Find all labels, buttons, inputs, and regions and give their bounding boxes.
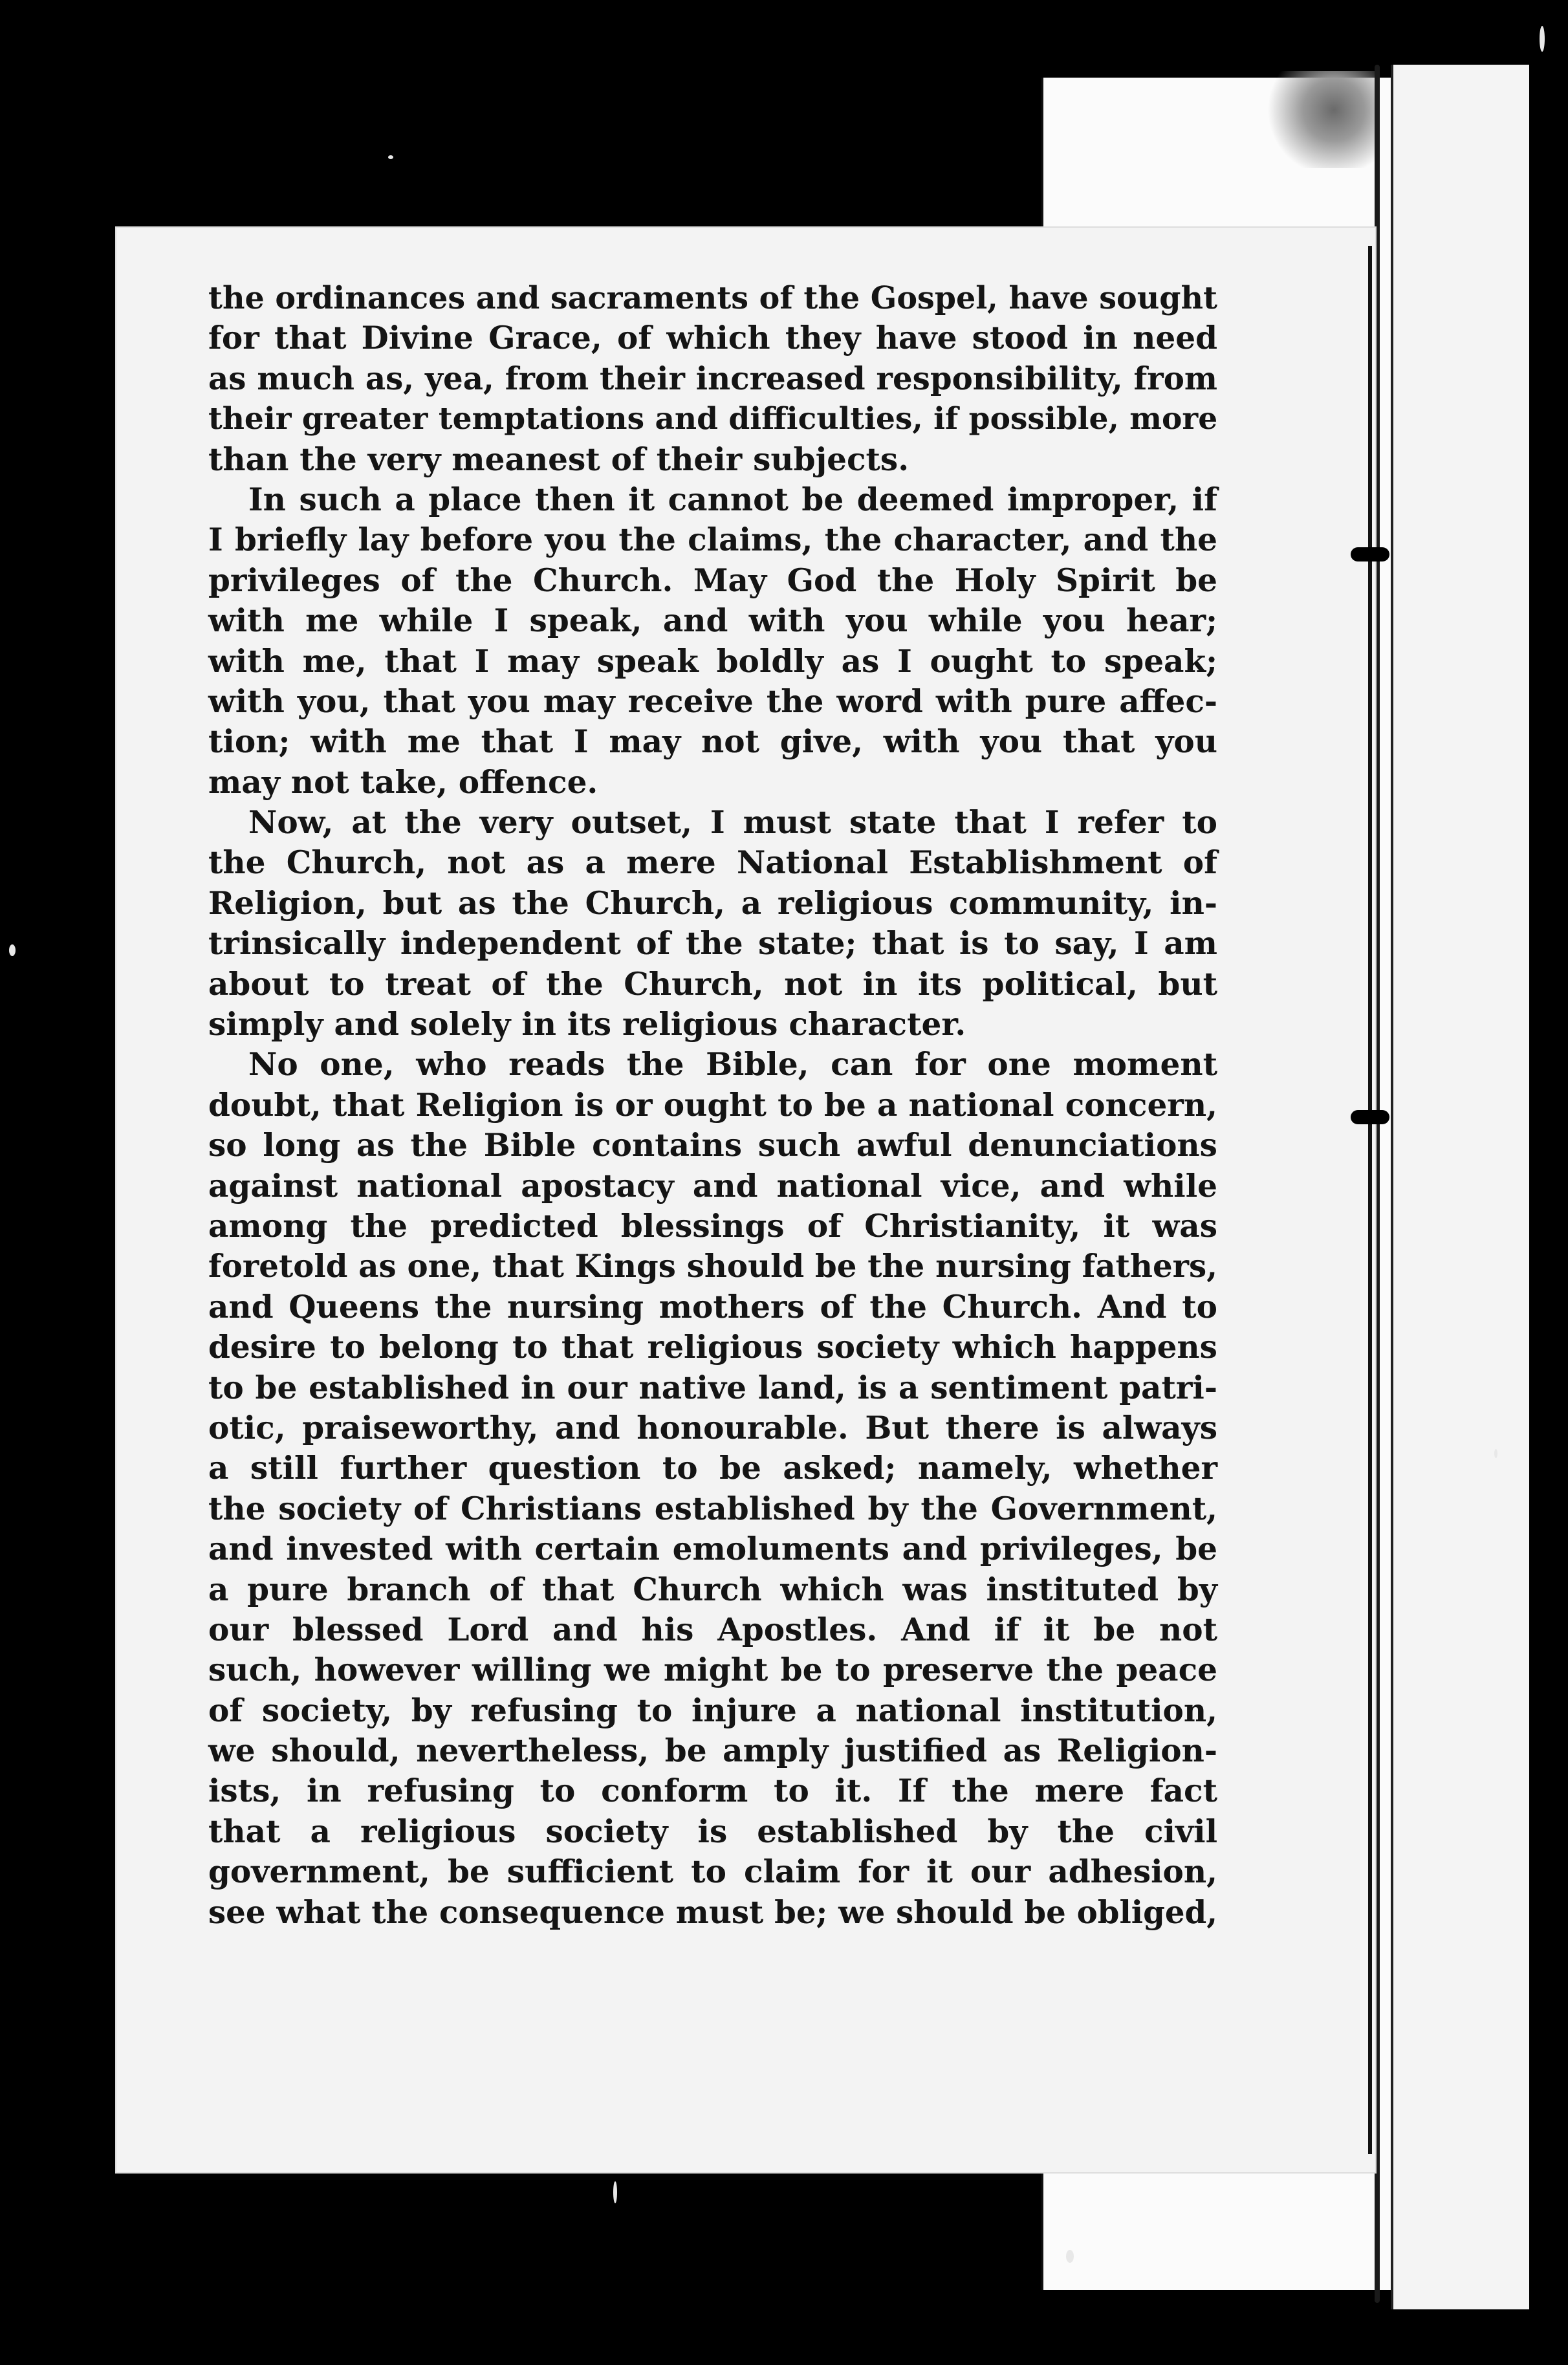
text-line: for that Divine Grace, of which they have stood in need [208, 320, 1217, 357]
dust-speck [613, 2181, 617, 2203]
paragraph [208, 1045, 1217, 1933]
text-line: than the very meanest of their subjects. [208, 441, 909, 478]
text-line: the Church, not as a mere National Establishment of [208, 844, 1217, 882]
text-line: ists, in refusing to conform to it. If the mere fact [208, 1772, 1217, 1810]
text-line: such, however willing we might be to preserve the peace [208, 1651, 1217, 1689]
text-line: tion; with me that I may not give, with you that you [208, 723, 1217, 761]
text-line: against national apostacy and national vice, and while [208, 1167, 1217, 1204]
dust-speck [388, 155, 393, 159]
binding-stitch-line [1368, 246, 1372, 2154]
text-line: about to treat of the Church, not in its political, but [208, 965, 1217, 1003]
text-line: trinsically independent of the state; that is to say, I am [208, 925, 1217, 963]
text-line: I briefly lay before you the claims, the character, and the [208, 521, 1217, 559]
dust-speck [1066, 2250, 1074, 2263]
paragraph [208, 480, 1217, 803]
paragraph [208, 278, 1217, 480]
body-text [208, 278, 1217, 1933]
text-line: government, be sufficient to claim for it our adhesion, [208, 1853, 1217, 1891]
text-line: a still further question to be asked; namely, whether [208, 1450, 1217, 1487]
dust-speck [1540, 26, 1545, 52]
text-line: desire to belong to that religious society which happens [208, 1329, 1217, 1366]
text-line: as much as, yea, from their increased responsibility, from [208, 360, 1217, 397]
text-line: the ordinances and sacraments of the Gospel, have sought [208, 280, 1217, 316]
paragraph [208, 803, 1217, 1045]
text-line: doubt, that Religion is or ought to be a national concern, [208, 1086, 1217, 1124]
text-line: foretold as one, that Kings should be the nursing fathers, [208, 1248, 1217, 1285]
text-line: we should, nevertheless, be amply justified as Religion- [208, 1732, 1217, 1770]
text-line: our blessed Lord and his Apostles. And if it be not [208, 1611, 1217, 1648]
text-line: their greater temptations and difficulties, if possible, more [208, 401, 1218, 437]
ink-smudge [1268, 71, 1378, 168]
text-line: and Queens the nursing mothers of the Church. And to [208, 1288, 1217, 1325]
text-line: may not take, offence. [208, 763, 598, 801]
text-line: Religion, but as the Church, a religious community, in- [208, 884, 1217, 922]
text-line: to be established in our native land, is a sentiment patri- [208, 1369, 1217, 1406]
text-line: In such a place then it cannot be deemed improper, if [248, 481, 1217, 518]
text-line: see what the consequence must be; we should be obliged, [208, 1894, 1217, 1931]
text-line: with me while I speak, and with you while you hear; [208, 602, 1217, 640]
binding-page-edge [1391, 65, 1529, 2309]
text-line: that a religious society is established by the civil [208, 1813, 1217, 1850]
text-line: a pure branch of that Church which was instituted by [208, 1571, 1217, 1608]
dust-speck [1494, 1449, 1497, 1458]
text-line: Now, at the very outset, I must state that I refer to [248, 804, 1217, 842]
text-line: No one, who reads the Bible, can for one moment [248, 1046, 1217, 1084]
text-line: simply and solely in its religious character. [208, 1006, 966, 1043]
text-line: among the predicted blessings of Christianity, it was [208, 1207, 1217, 1245]
text-line: with me, that I may speak boldly as I ought to speak; [208, 642, 1217, 680]
text-line: of society, by refusing to injure a national institution, [208, 1692, 1217, 1729]
text-line: the society of Christians established by the Government, [208, 1490, 1217, 1527]
text-line: with you, that you may receive the word with pure affec- [208, 682, 1217, 720]
binding-stitch [1351, 547, 1389, 561]
text-line: privileges of the Church. May God the Holy Spirit be [208, 561, 1217, 599]
text-line: so long as the Bible contains such awful denunciations [208, 1127, 1217, 1164]
binding-stitch [1351, 1110, 1389, 1124]
dust-speck [9, 944, 16, 956]
text-line: and invested with certain emoluments and privileges, be [208, 1531, 1217, 1568]
text-line: otic, praiseworthy, and honourable. But there is always [208, 1409, 1217, 1446]
